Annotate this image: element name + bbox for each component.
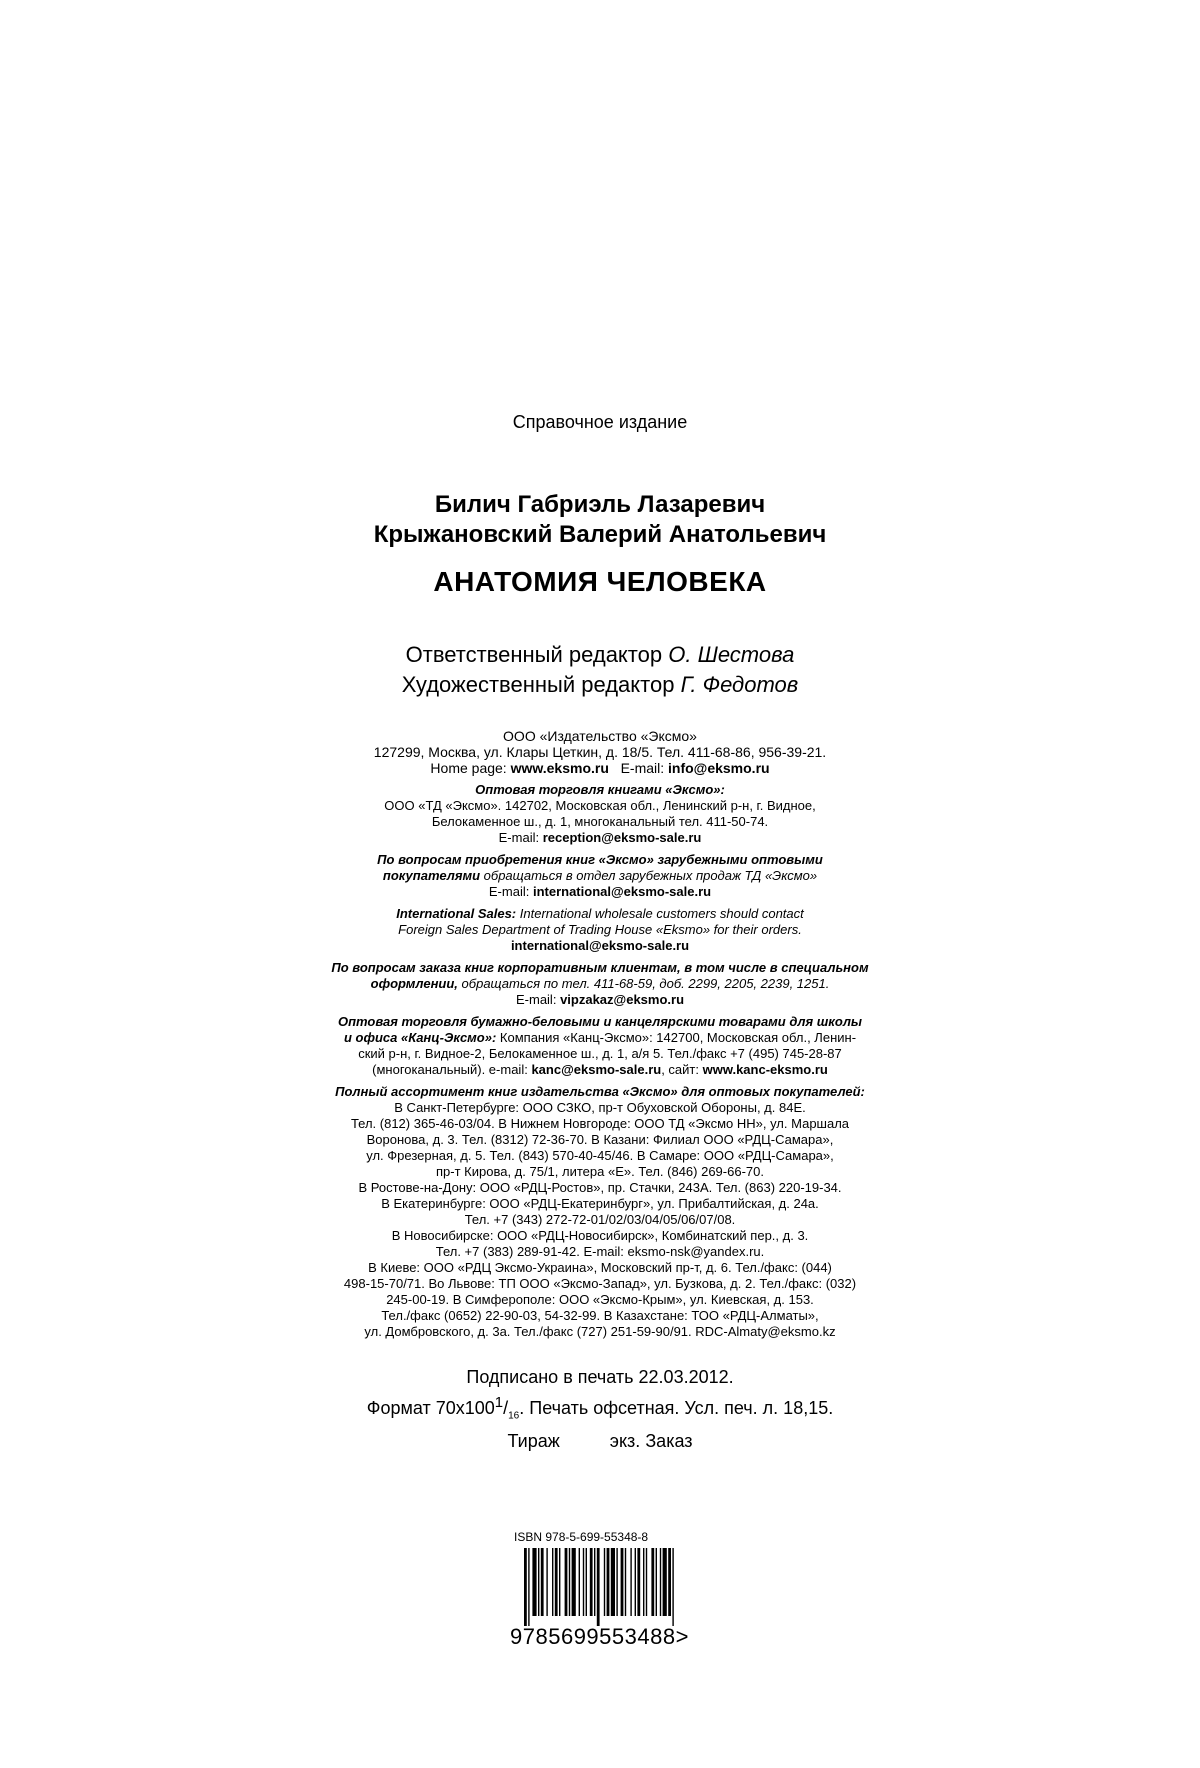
barcode-bar xyxy=(538,1548,539,1616)
barcode-bar xyxy=(532,1548,536,1616)
barcode-bar xyxy=(541,1548,544,1616)
assortment-list xyxy=(0,1100,1200,1340)
publisher-contacts: Home page: www.eksmo.ru E-mail: info@eksmo.ru xyxy=(430,760,770,776)
barcode-bar xyxy=(668,1548,671,1616)
barcode-bar xyxy=(546,1548,547,1616)
signed-date: Подписано в печать 22.03.2012. xyxy=(466,1367,734,1387)
assortment-line: Тел. +7 (343) 272-72-01/02/03/04/05/06/07/08. xyxy=(464,1212,736,1227)
isbn-label: ISBN 978-5-699-55348-8 xyxy=(514,1530,649,1544)
barcode xyxy=(510,1548,730,1626)
stationery-site[interactable]: www.kanc-eksmo.ru xyxy=(702,1062,828,1077)
assortment-line: В Ростове-на-Дону: ООО «РДЦ-Ростов», пр. Стачки, 243А. Тел. (863) 220-19-34. xyxy=(358,1180,842,1195)
barcode-bar xyxy=(597,1548,600,1626)
barcode-bar xyxy=(559,1548,560,1616)
barcode-bar xyxy=(630,1548,631,1616)
format-line: Формат $70x100^1/_{16}$. Печать офсетная. Усл. печ. л. 18,15. xyxy=(366,1394,834,1422)
barcode-bar xyxy=(621,1548,624,1616)
assortment-line: Воронова, д. 3. Тел. (8312) 72-36-70. В Казани: Филиал ООО «РДЦ-Самара», xyxy=(366,1132,834,1147)
home-url[interactable]: www.eksmo.ru xyxy=(510,760,609,776)
international-email[interactable]: international@eksmo-sale.ru xyxy=(510,938,690,953)
publisher-address: 127299, Москва, ул. Клары Цеткин, д. 18/5. Тел. 411-68-86, 956-39-21. xyxy=(373,744,827,760)
barcode-bar xyxy=(579,1548,580,1616)
assortment-line: Тел./факс (0652) 22-90-03, 54-32-99. В Казахстане: ТОО «РДЦ-Алматы», xyxy=(381,1308,819,1323)
author-1: Билич Габриэль Лазаревич xyxy=(434,491,766,518)
barcode-bar xyxy=(635,1548,636,1616)
barcode-bar xyxy=(607,1548,610,1616)
barcode-bar xyxy=(646,1548,647,1616)
barcode-bar xyxy=(611,1548,615,1616)
art-editor-name: Г. Федотов xyxy=(680,672,799,697)
barcode-bar xyxy=(643,1548,644,1616)
assortment-line: В Санкт-Петербурге: ООО СЗКО, пр-т Обуховской Обороны, д. 84Е. xyxy=(394,1100,806,1115)
barcode-bar xyxy=(552,1548,553,1616)
assortment-line: В Екатеринбурге: ООО «РДЦ-Екатеринбург», ул. Прибалтийская, д. 24а. xyxy=(381,1196,819,1211)
barcode-digits: 9785699553488> xyxy=(510,1624,689,1649)
assortment-line: пр-т Кирова, д. 75/1, литера «Е». Тел. (846) 269-66-70. xyxy=(436,1164,764,1179)
tirazh-line: Тираж экз. Заказ xyxy=(507,1430,693,1451)
barcode-bar xyxy=(616,1548,617,1616)
barcode-bar xyxy=(524,1548,527,1626)
responsible-editor xyxy=(0,640,1200,670)
barcode-bar xyxy=(569,1548,570,1616)
barcode-bar xyxy=(651,1548,654,1616)
isbn-block xyxy=(510,1530,730,1650)
barcode-bar xyxy=(660,1548,661,1616)
assortment-line: Тел. +7 (383) 289-91-42. E-mail: eksmo-nsk@yandex.ru. xyxy=(435,1244,765,1259)
assortment-line: ул. Фрезерная, д. 5. Тел. (843) 570-40-45/46. В Самаре: ООО «РДЦ-Самара», xyxy=(366,1148,834,1163)
author-2: Крыжановский Валерий Анатольевич xyxy=(373,521,827,548)
barcode-bar xyxy=(590,1548,593,1616)
barcode-bar xyxy=(528,1548,529,1626)
print-info xyxy=(0,1365,1200,1454)
assortment-line: В Новосибирске: ООО «РДЦ-Новосибирск», Комбинатский пер., д. 3. xyxy=(391,1228,809,1243)
barcode-bar xyxy=(656,1548,657,1616)
wholesale-label: Оптовая торговля книгами «Эксмо»: xyxy=(475,782,725,797)
barcode-bar xyxy=(586,1548,587,1616)
barcode-bar xyxy=(663,1548,667,1616)
assortment-line: 245-00-19. В Симферополе: ООО «Эксмо-Крым», ул. Киевская, д. 153. xyxy=(386,1292,814,1307)
book-title: АНАТОМИЯ ЧЕЛОВЕКА xyxy=(433,566,767,597)
wholesale-email[interactable]: reception@eksmo-sale.ru xyxy=(542,830,702,845)
assortment-line: В Киеве: ООО «РДЦ Эксмо-Украина», Московский пр-т, д. 6. Тел./факс: (044) xyxy=(368,1260,832,1275)
foreign-email[interactable]: international@eksmo-sale.ru xyxy=(532,884,712,899)
stationery-email[interactable]: kanc@eksmo-sale.ru xyxy=(531,1062,662,1077)
imprint-details: ООО «Издательство «Эксмо» 127299, Москва, ул. Клары Цеткин, д. 18/5. Тел. 411-68-86, 956-39-21. Home page: www.eksmo.ru E-mail: info@eksmo.ru Оптовая торговля книгами «Эксмо»: ООО «ТД «Эксмо». 142702, Московская обл., Ленинский р-н, г. Видное, Белокаменное ш., д. 1, многоканальный тел. 411-50-74. E-mail: reception@eksmo-sale.ru По вопросам приобретения книг «Эксмо» зарубежными оптовыми покупателями обращаться в отдел зарубежных продаж ТД «Эксмо» E-mail: international@eksmo-sale.ru International Sales: International wholesale customers should contact Foreign Sales Department of Trading House «Eksmo» for their orders. international@eksmo-sale.ru По вопросам заказа книг корпоративным клиентам, в том числе в специальном оформлении, обращаться по тел. 411-68-59, доб. 2299, 2205, 2239, 1251. E-mail: vipzakaz@eksmo.ru Оптовая торговля бумажно-беловыми и канцелярскими товарами для школы и офиса «Канц-Эксмо»: Компания «Канц-Эксмо»: 142700, Московская обл., Ленин- ский р-н, г. Видное-2, Белокаменное ш., д. 1, а/я 5. Тел./факс +7 (495) 745-28-87 (многоканальный). e-mail: kanc@eksmo-sale.ru, сайт: www.kanc-eksmo.ru Полный ассортимент книг издательства «Эксмо» для оптовых покупателей: В Санкт-Петербурге: ООО СЗКО, пр-т Обуховской Обороны, д. 84Е. Тел. (812) 365-46-03/04. В Нижнем Новгороде: ООО ТД «Эксмо НН», ул. Маршала Воронова, д. 3. Тел. (8312) 72-36-70. В Казани: Филиал ООО «РДЦ-Самара», ул. Фрезерная, д. 5. Тел. (843) 570-40-45/46. В Самаре: ООО «РДЦ-Самара», пр-т Кирова, д. 75/1, литера «Е». Тел. (846) 269-66-70. В Ростове-на-Дону: ООО «РДЦ-Ростов», пр. Стачки, 243А. Тел. (863) 220-19-34. В Екатеринбурге: ООО «РДЦ-Екатеринбург», ул. Прибалтийская, д. 24а. Тел. +7 (343) 272-72-01/02/03/04/05/06/07/08. В Новосибирске: ООО «РДЦ-Новосибирск», Комбинатский пер., д. 3. Тел. +7 (383) 289-91-42. E-mail: eksmo-nsk@yandex.ru. В Киеве: ООО «РДЦ Эксмо-Украина», Московский пр-т, д. 6. Тел./факс: (044) 498-15-70/71. Во Львове: ТП ООО «Эксмо-Запад», ул. Бузкова, д. 2. Тел./факс: (032) 245-00-19. В Симферополе: ООО «Эксмо-Крым», ул. Киевская, д. 153. Тел./факс (0652) 22-90-03, 54-32-99. В Казахстане: ТОО «РДЦ-Алматы», ул. Домбровского, д. 3а. Тел./факс (727) 251-59-90/91. RDC-Almaty@eksmo.kz xyxy=(0,728,1200,1340)
barcode-bar xyxy=(572,1548,576,1616)
art-editor xyxy=(0,670,1200,700)
barcode-bar xyxy=(583,1548,584,1616)
barcode-bar xyxy=(637,1548,640,1616)
barcode-bar xyxy=(555,1548,558,1616)
editors xyxy=(0,640,1200,700)
barcode-bar xyxy=(565,1548,568,1616)
corporate-email[interactable]: vipzakaz@eksmo.ru xyxy=(560,992,685,1007)
authors xyxy=(0,490,1200,550)
edition-type: Справочное издание xyxy=(512,412,688,432)
barcode-bar xyxy=(625,1548,626,1616)
publisher-email[interactable]: info@eksmo.ru xyxy=(668,760,770,776)
responsible-editor-name: О. Шестова xyxy=(668,642,795,667)
barcode-bar xyxy=(604,1548,605,1616)
barcode-bar xyxy=(594,1548,595,1616)
assortment-line: Тел. (812) 365-46-03/04. В Нижнем Новгороде: ООО ТД «Эксмо НН», ул. Маршала xyxy=(350,1116,850,1131)
assortment-line: ул. Домбровского, д. 3а. Тел./факс (727) 251-59-90/91. RDC-Almaty@eksmo.kz xyxy=(364,1324,836,1339)
responsible-editor-label: Ответственный редактор xyxy=(405,642,663,667)
barcode-bar xyxy=(672,1548,673,1626)
assortment-line: 498-15-70/71. Во Львове: ТП ООО «Эксмо-Запад», ул. Бузкова, д. 2. Тел./факс: (032) xyxy=(343,1276,857,1291)
publisher-name: ООО «Издательство «Эксмо» xyxy=(503,728,697,744)
art-editor-label: Художественный редактор xyxy=(401,672,675,697)
